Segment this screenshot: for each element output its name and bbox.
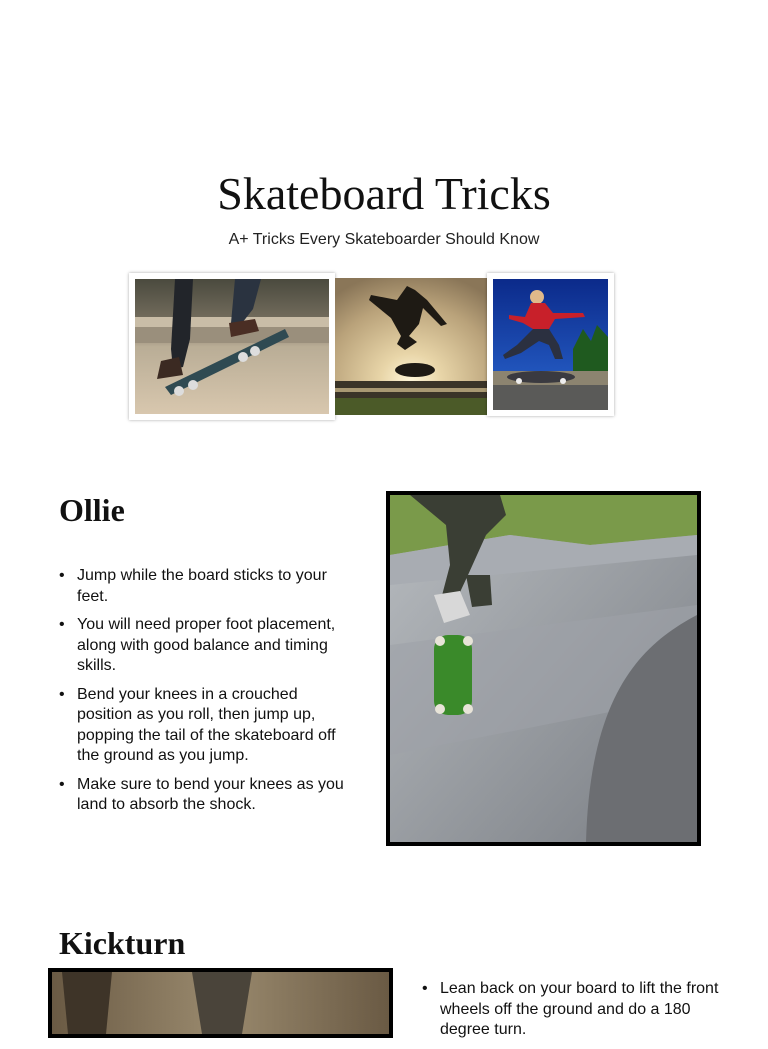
kickturn-bullet-list bbox=[422, 979, 722, 1049]
gallery-photo-1-frame bbox=[129, 273, 335, 420]
list-item: • Lean back on your board to lift the front wheels off the ground and do a 180 degree turn. bbox=[422, 979, 722, 1041]
page-title: Skateboard Tricks bbox=[217, 168, 551, 219]
kickturn-section-title: Kickturn bbox=[59, 925, 186, 961]
ollie-photo bbox=[386, 491, 701, 846]
page-subtitle: A+ Tricks Every Skateboarder Should Know bbox=[228, 231, 540, 248]
list-item: • You will need proper foot placement, along with good balance and timing skills. bbox=[59, 615, 349, 677]
ollie-section-title: Ollie bbox=[59, 492, 125, 528]
kickturn-photo bbox=[48, 968, 393, 1038]
ollie-bullet-list bbox=[59, 566, 349, 824]
skater-sunset-silhouette-photo bbox=[335, 278, 487, 415]
list-item: • Make sure to bend your knees as you land to absorb the shock. bbox=[59, 775, 349, 816]
skater-blue-sky-jump-photo bbox=[493, 279, 608, 410]
list-item: • Jump while the board sticks to your feet. bbox=[59, 566, 349, 607]
skateboard-kickflip-photo bbox=[135, 279, 329, 414]
list-item: • Bend your knees in a crouched position as you roll, then jump up, popping the tail of the skateboard off the ground as you jump. bbox=[59, 685, 349, 767]
gallery-photo-3-frame bbox=[487, 273, 614, 416]
